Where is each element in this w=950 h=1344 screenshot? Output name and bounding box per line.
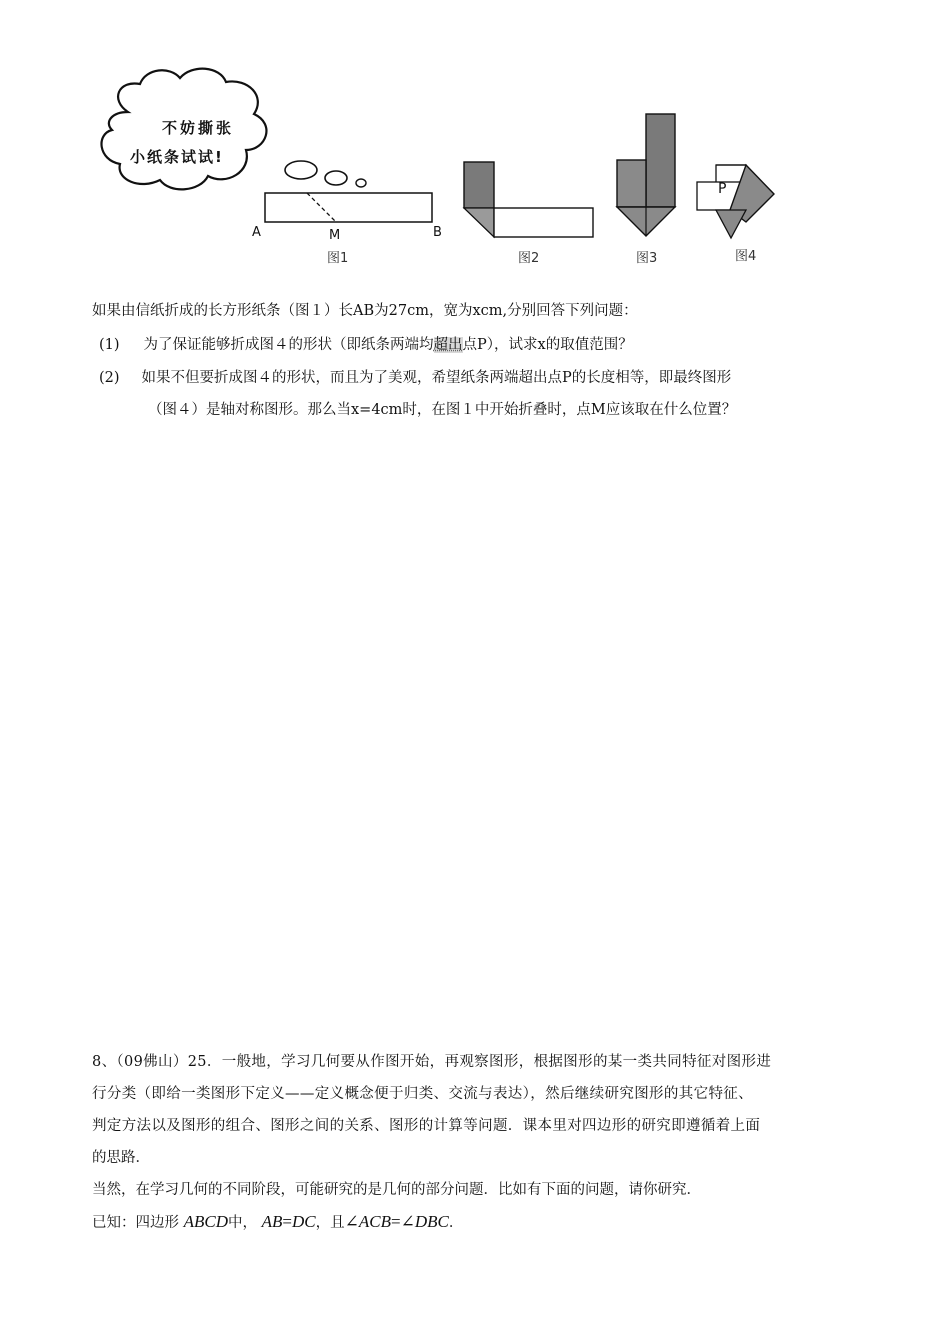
q1-highlight: 超出	[433, 337, 463, 353]
given-mid: 中，	[228, 1215, 257, 1231]
problem8-line5: 当然，在学习几何的不同阶段，可能研究的是几何的部分问题．比如有下面的问题，请你研究．	[92, 1182, 701, 1198]
label-M: M	[329, 228, 341, 243]
figure-2-fold	[464, 162, 593, 266]
caption-fig2: 图2	[518, 251, 540, 266]
problem8-line2: 行分类（即给一类图形下定义——定义概念便于归类、交流与表达），然后继续研究图形的其它特征、	[92, 1086, 753, 1102]
given-dc: DC	[291, 1212, 316, 1231]
figure-4-fold	[697, 165, 774, 264]
label-P: P	[718, 181, 727, 197]
problem8-line3: 判定方法以及图形的组合、图形之间的关系、图形的计算等问题．课本里对四边形的研究即遵循着上面	[92, 1118, 761, 1134]
problem8-line4: 的思路．	[92, 1150, 150, 1166]
folding-figures	[0, 0, 950, 290]
figure-3-fold	[617, 114, 675, 266]
q1-text-pre: 为了保证能够折成图４的形状（即纸条两端均	[143, 337, 434, 353]
given-ab: AB	[261, 1212, 283, 1231]
angle-symbol-1: ∠	[344, 1212, 359, 1231]
problem8-given	[92, 1212, 463, 1233]
angle-symbol-2: ∠	[400, 1212, 415, 1231]
problem7-q1	[99, 335, 633, 355]
given-equals-2: =	[390, 1212, 401, 1231]
caption-fig4: 图4	[735, 249, 757, 264]
label-B: B	[433, 225, 442, 240]
problem8-line1: 8、（09佛山）25．一般地，学习几何要从作图开始，再观察图形，根据图形的某一类共同特征对图形进	[92, 1054, 772, 1070]
q2-text-line1: 如果不但要折成图４的形状，而且为了美观，希望纸条两端超出点P的长度相等，即最终图形	[141, 370, 732, 386]
q1-number: (1)	[99, 337, 120, 353]
q2-number: (2)	[99, 370, 120, 386]
caption-fig3: 图3	[636, 251, 658, 266]
bubble-text-line2: 小纸条试试!	[130, 148, 224, 166]
given-dbc: DBC	[414, 1212, 449, 1231]
label-A: A	[252, 225, 261, 240]
caption-fig1: 图1	[327, 251, 349, 266]
bubble-text-line1: 不妨撕张	[162, 119, 235, 137]
figure-1-strip	[252, 193, 442, 266]
problem7-q2-line2: （图４）是轴对称图形。那么当x=4cm时，在图１中开始折叠时，点M应该取在什么位置？	[148, 402, 737, 418]
given-equals-1: =	[282, 1212, 292, 1231]
problem7-q2-line1	[99, 368, 731, 388]
thought-bubble	[102, 69, 366, 190]
given-acb: ACB	[358, 1212, 391, 1231]
given-prefix: 已知：四边形	[92, 1215, 179, 1231]
problem7-intro: 如果由信纸折成的长方形纸条（图１）长AB为27cm，宽为xcm,分别回答下列问题：	[92, 303, 638, 319]
q1-text-post: 点P），试求x的取值范围？	[462, 337, 633, 353]
given-end: ．	[448, 1215, 464, 1231]
given-separator: ，且	[315, 1215, 345, 1231]
given-quadrilateral: ABCD	[183, 1212, 228, 1231]
